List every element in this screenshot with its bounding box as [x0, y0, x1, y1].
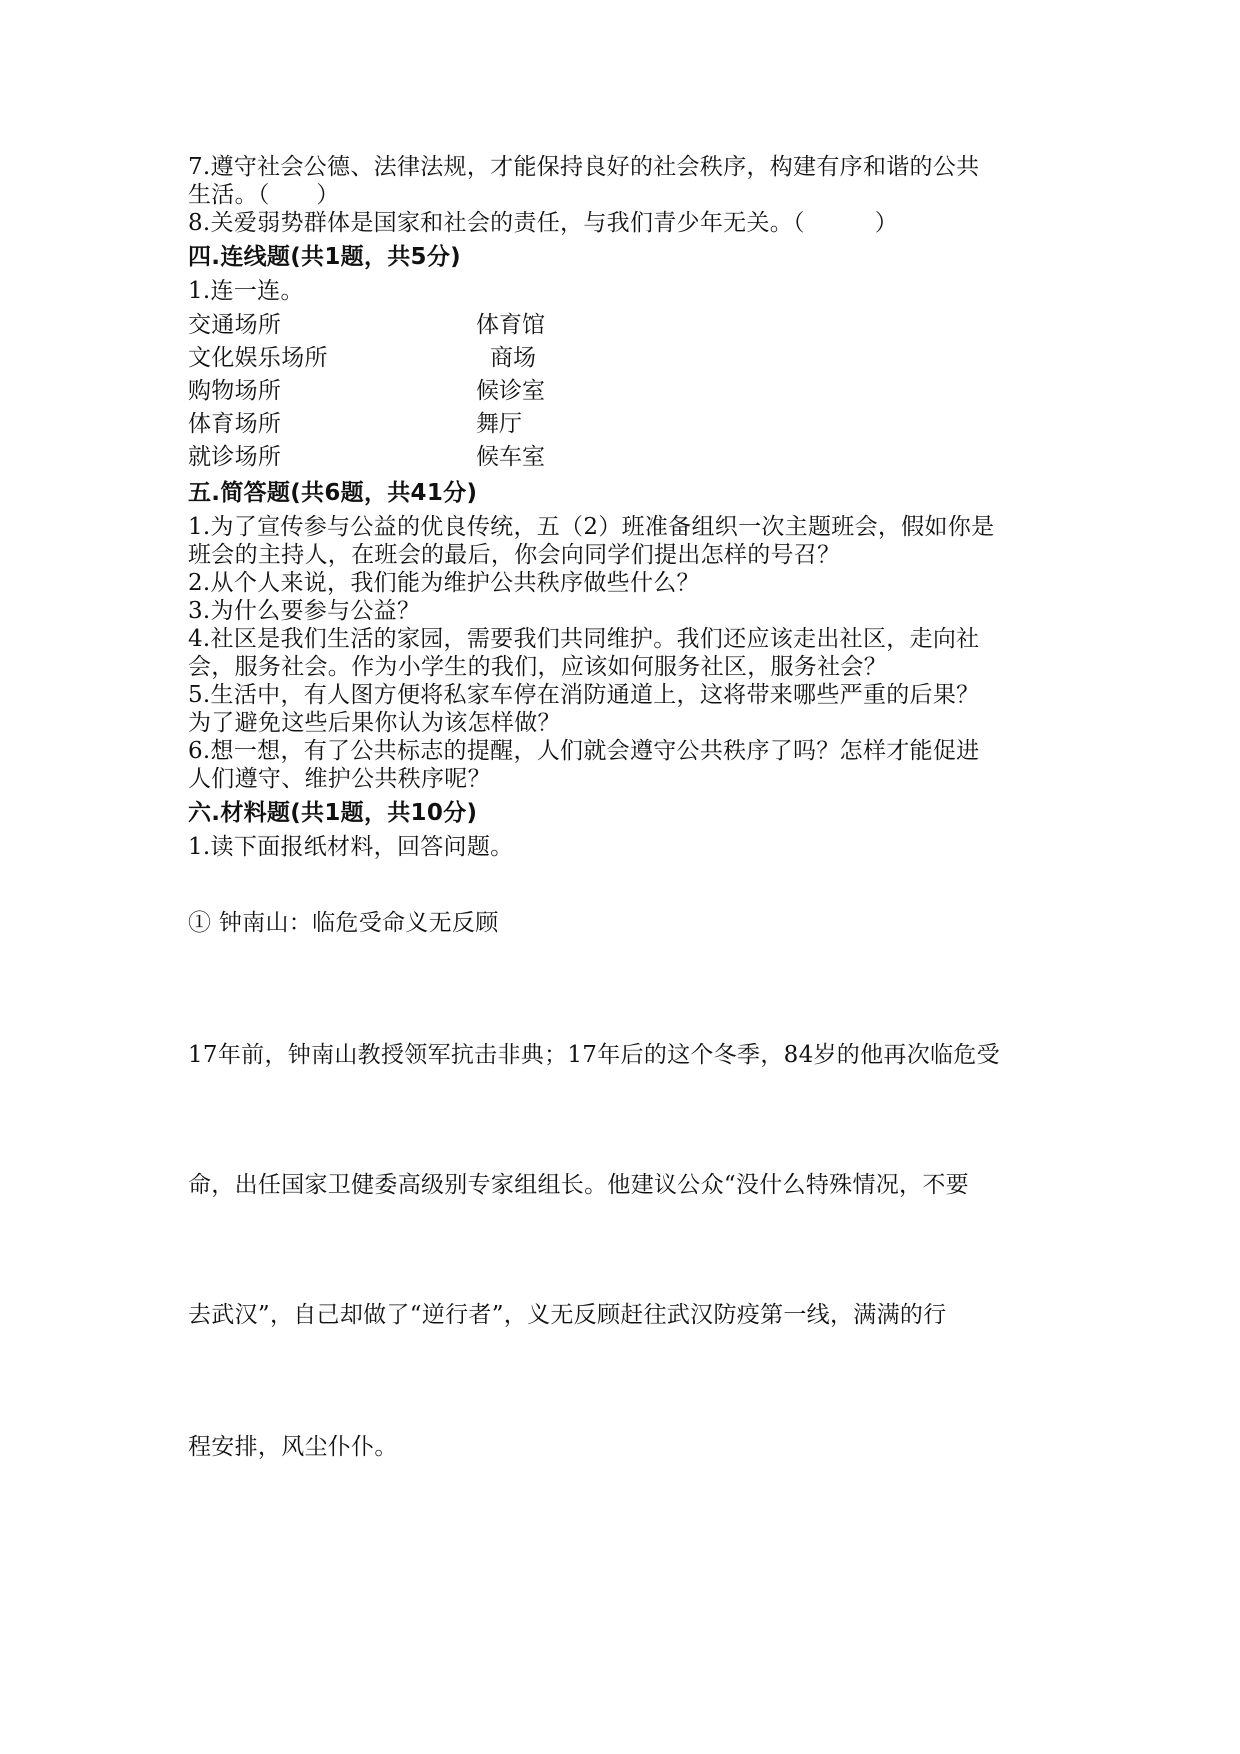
material-line: 17年前，钟南山教授领军抗击非典；17年后的这个冬季，84岁的他再次临危受 [188, 1042, 1000, 1068]
section-5-line: 2.从个人来说，我们能为维护公共秩序做些什么？ [188, 570, 700, 596]
section-5-line: 6.想一想，有了公共标志的提醒，人们就会遵守公共秩序了吗？怎样才能促进 [188, 738, 980, 764]
section-5-line: 班会的主持人，在班会的最后，你会向同学们提出怎样的号召？ [188, 542, 841, 568]
match-left-item: 购物场所 [188, 378, 282, 404]
question-8: 8.关爱弱势群体是国家和社会的责任，与我们青少年无关。（ ） [188, 210, 899, 236]
section-5-line: 3.为什么要参与公益？ [188, 598, 421, 624]
section-5-line: 人们遵守、维护公共秩序呢？ [188, 766, 491, 792]
section-5-line: 5.生活中，有人图方便将私家车停在消防通道上，这将带来哪些严重的后果？ [188, 682, 980, 708]
match-right-item: 体育馆 [476, 312, 545, 338]
match-left-item: 文化娱乐场所 [188, 345, 328, 371]
material-line: 程安排，风尘仆仆。 [188, 1434, 398, 1460]
material-line: 命，出任国家卫健委高级别专家组组长。他建议公众“没什么特殊情况，不要 [188, 1172, 969, 1198]
match-right-item: 候诊室 [476, 378, 545, 404]
match-right-item: 商场 [490, 345, 536, 371]
section-6-question-1: 1.读下面报纸材料，回答问题。 [188, 834, 514, 860]
match-left-item: 就诊场所 [188, 444, 282, 470]
section-5-line: 会，服务社会。作为小学生的我们，应该如何服务社区，服务社会？ [188, 654, 887, 680]
section-4-question-1: 1.连一连。 [188, 278, 304, 304]
question-7-line-2: 生活。（ ） [188, 182, 340, 208]
section-5-heading: 五.简答题(共6题，共41分) [188, 480, 478, 506]
section-6-heading: 六.材料题(共1题，共10分) [188, 800, 478, 826]
section-5-line: 为了避免这些后果你认为该怎样做？ [188, 710, 561, 736]
question-7-line-1: 7.遵守社会公德、法律法规，才能保持良好的社会秩序，构建有序和谐的公共 [188, 154, 980, 180]
section-5-line: 1.为了宣传参与公益的优良传统，五（2）班准备组织一次主题班会，假如你是 [188, 514, 995, 540]
section-4-heading: 四.连线题(共1题，共5分) [188, 244, 461, 270]
match-right-item: 候车室 [476, 444, 545, 470]
match-left-item: 交通场所 [188, 312, 282, 338]
match-left-item: 体育场所 [188, 411, 282, 437]
material-line: 去武汉”，自己却做了“逆行者”，义无反顾赶往武汉防疫第一线，满满的行 [188, 1302, 947, 1328]
material-title: ① 钟南山：临危受命义无反顾 [188, 910, 499, 936]
section-5-line: 4.社区是我们生活的家园，需要我们共同维护。我们还应该走出社区，走向社 [188, 626, 980, 652]
match-right-item: 舞厅 [476, 411, 522, 437]
